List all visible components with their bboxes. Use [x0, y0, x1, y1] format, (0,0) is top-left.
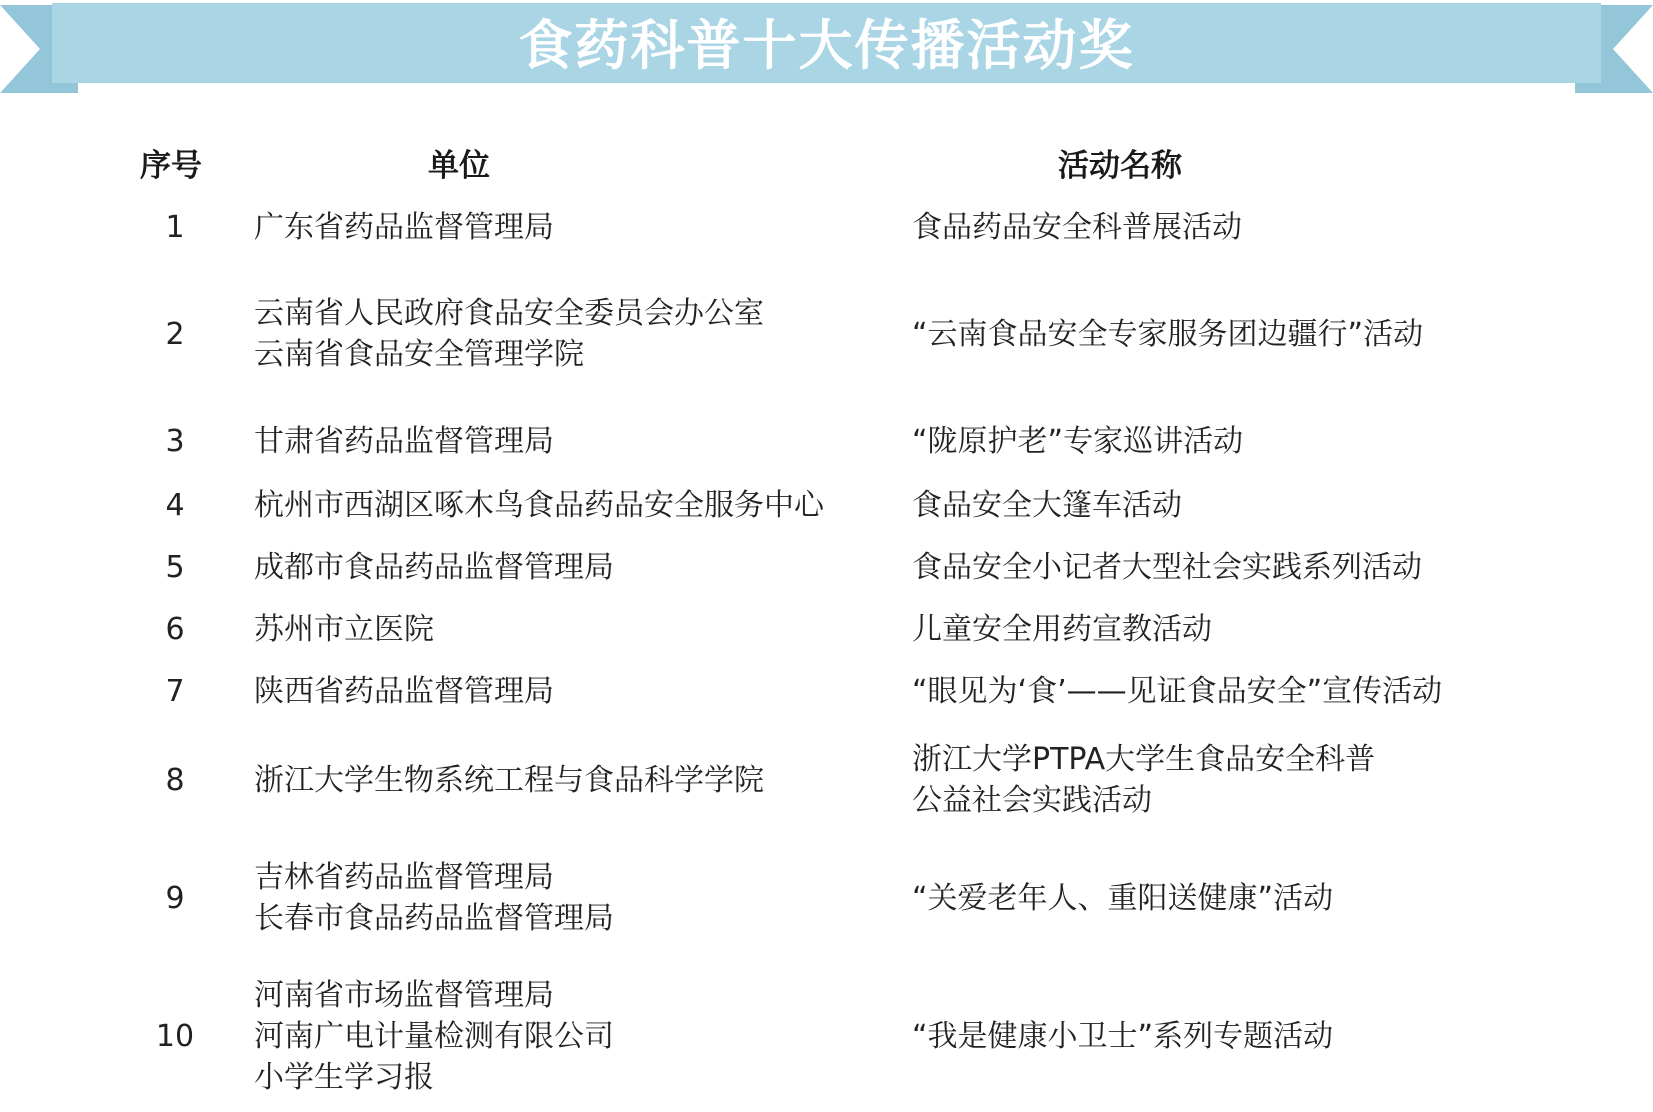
row-number: 9: [165, 880, 185, 916]
table-row: [0, 536, 1653, 598]
unit-cell: [254, 536, 904, 598]
row-number: 4: [165, 487, 185, 523]
unit-cell-line: 小学生学习报: [254, 1059, 434, 1095]
unit-cell-line: 河南广电计量检测有限公司: [254, 1018, 614, 1054]
row-number: 3: [165, 423, 185, 459]
activity-cell: [912, 410, 1652, 472]
activity-cell: [912, 474, 1652, 536]
unit-cell-line: 浙江大学生物系统工程与食品科学学院: [254, 762, 764, 798]
table-row: [0, 410, 1653, 472]
activity-cell-line: “陇原护老”专家巡讲活动: [912, 423, 1244, 459]
activity-cell-line: 食品药品安全科普展活动: [912, 209, 1242, 245]
activity-cell-line: “关爱老年人、重阳送健康”活动: [912, 880, 1334, 916]
unit-cell-line: 杭州市西湖区啄木鸟食品药品安全服务中心: [254, 487, 824, 523]
page-title: 食药科普十大传播活动奖: [518, 13, 1135, 77]
unit-cell-line: 广东省药品监督管理局: [254, 209, 554, 245]
row-number: 2: [165, 316, 185, 352]
unit-cell: [254, 474, 904, 536]
activity-cell-line: 儿童安全用药宣教活动: [912, 611, 1212, 647]
unit-cell: [254, 410, 904, 472]
header-activity: 活动名称: [1058, 148, 1182, 184]
title-banner: [0, 0, 1653, 100]
unit-cell-line: 陕西省药品监督管理局: [254, 673, 554, 709]
activity-cell-line: “我是健康小卫士”系列专题活动: [912, 1018, 1334, 1054]
activity-cell-line: 食品安全小记者大型社会实践系列活动: [912, 549, 1422, 585]
unit-cell-line: 云南省食品安全管理学院: [254, 337, 584, 372]
activity-cell-line: “眼见为‘食’——见证食品安全”宣传活动: [912, 673, 1443, 709]
activity-cell: [912, 196, 1652, 258]
row-number: 1: [165, 209, 185, 245]
activity-cell: [912, 660, 1652, 722]
table-row: [0, 474, 1653, 536]
activity-cell: [912, 842, 1652, 954]
unit-cell-line: 成都市食品药品监督管理局: [254, 549, 614, 585]
unit-cell: [254, 842, 904, 954]
unit-cell: [254, 196, 904, 258]
row-number: 6: [165, 611, 185, 647]
unit-cell-line: 长春市食品药品监督管理局: [254, 901, 614, 936]
activity-cell-line: 浙江大学PTPA大学生食品安全科普: [912, 742, 1376, 777]
header-number: 序号: [140, 148, 202, 184]
activity-cell-line: 公益社会实践活动: [912, 783, 1152, 818]
activity-cell: [912, 536, 1652, 598]
table-row: [0, 598, 1653, 660]
unit-cell-line: 甘肃省药品监督管理局: [254, 423, 554, 459]
table-row: [0, 660, 1653, 722]
activity-cell: [912, 970, 1652, 1102]
unit-cell: [254, 734, 904, 826]
unit-cell-line: 云南省人民政府食品安全委员会办公室: [254, 296, 764, 331]
table-row: [0, 842, 1653, 954]
activity-cell: [912, 292, 1652, 376]
header-unit: 单位: [428, 148, 490, 184]
activity-cell-line: 食品安全大篷车活动: [912, 487, 1182, 523]
activity-cell: [912, 598, 1652, 660]
table-row: [0, 970, 1653, 1102]
unit-cell-line: 苏州市立医院: [254, 611, 434, 647]
unit-cell: [254, 970, 904, 1102]
unit-cell: [254, 660, 904, 722]
unit-cell: [254, 598, 904, 660]
row-number: 8: [165, 762, 185, 798]
unit-cell-line: 吉林省药品监督管理局: [254, 860, 554, 895]
table-row: [0, 734, 1653, 826]
table-row: [0, 196, 1653, 258]
table-row: [0, 292, 1653, 376]
unit-cell: [254, 292, 904, 376]
unit-cell-line: 河南省市场监督管理局: [254, 977, 554, 1013]
row-number: 5: [165, 549, 185, 585]
row-number: 7: [165, 673, 185, 709]
activity-cell-line: “云南食品安全专家服务团边疆行”活动: [912, 316, 1424, 352]
activity-cell: [912, 734, 1652, 826]
row-number: 10: [155, 1018, 195, 1054]
